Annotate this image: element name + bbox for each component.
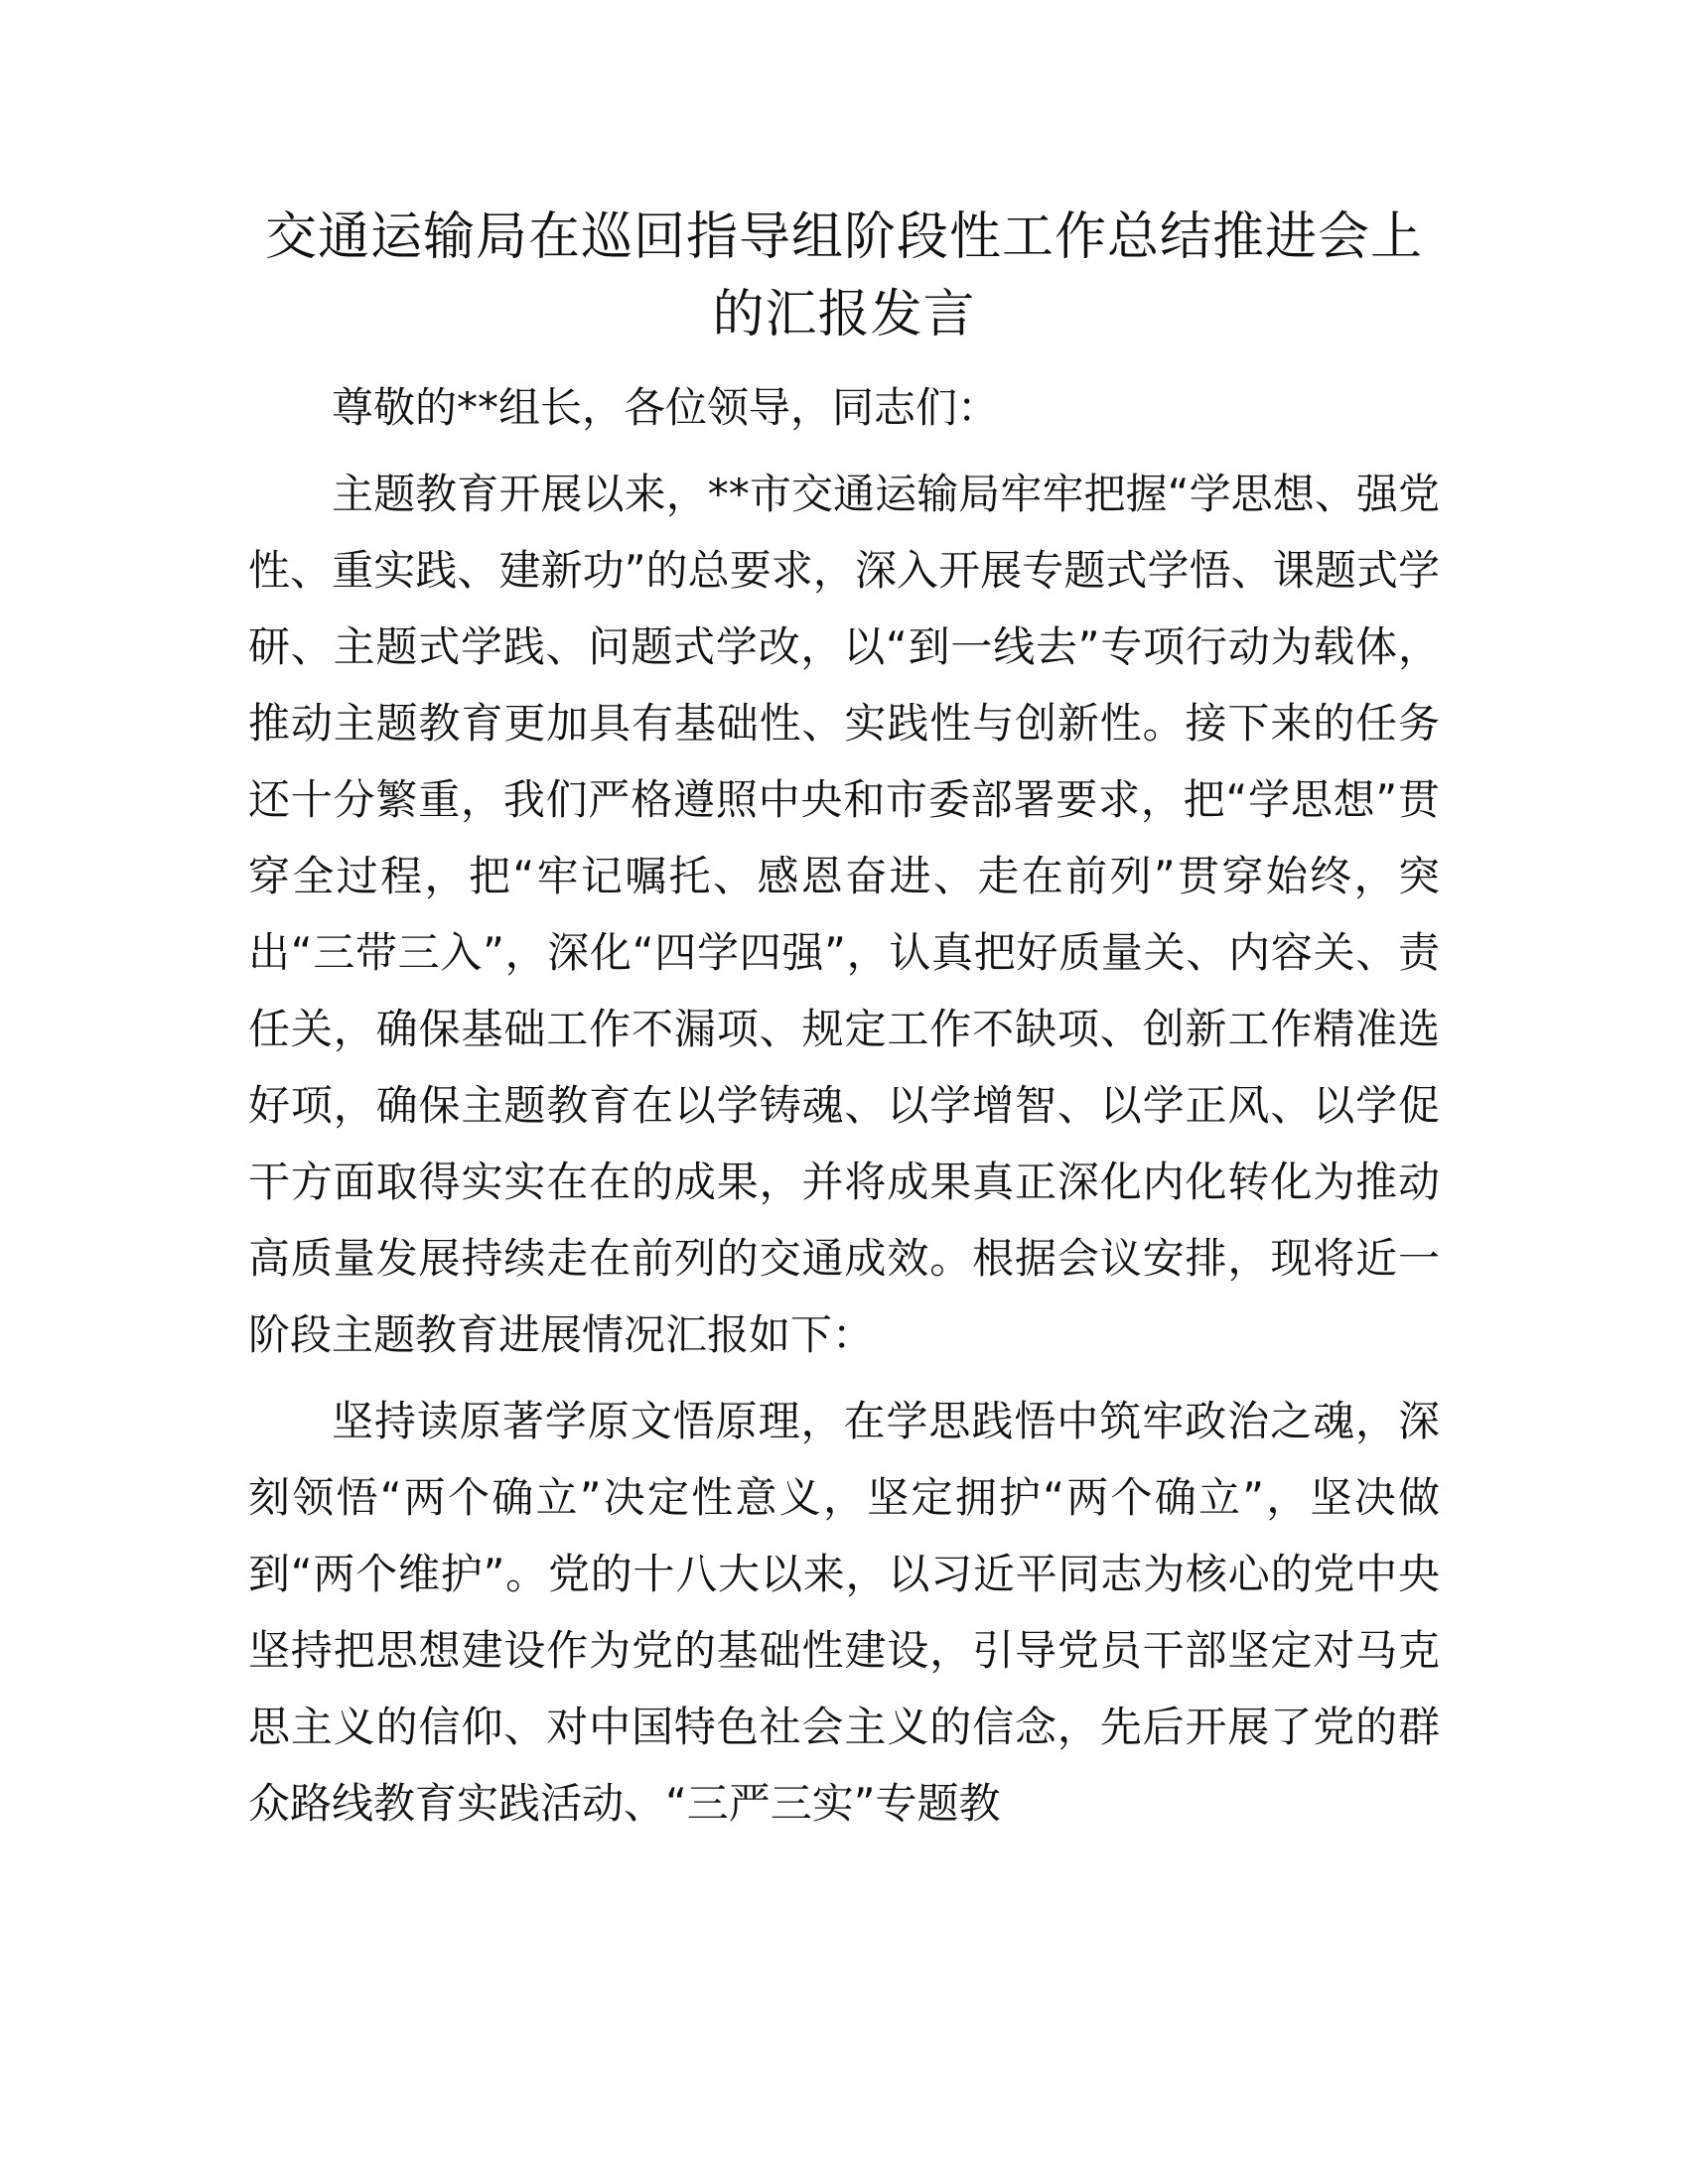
document-title: 交通运输局在巡回指导组阶段性工作总结推进会上的汇报发言 [264, 207, 1423, 344]
paragraph-1: 主题教育开展以来，**市交通运输局牢牢把握“学思想、强党性、重实践、建新功”的总要求，深入开展专题式学悟、课题式学研、主题式学践、问题式学改，以“到一线去”专项行动为载体，推动主题教育更加具有基础性、实践性与创新性。接下来的任务还十分繁重，我们严格遵照中央和市委部署要求，把“学思想”贯穿全过程，把“牢记嘱托、感恩奋进、走在前列”贯穿始终，突出“三带三入”，深化“四学四强”，认真把好质量关、内容关、责任关，确保基础工作不漏项、规定工作不缺项、创新工作精准选好项，确保主题教育在以学铸魂、以学增智、以学正风、以学促干方面取得实实在在的成果，并将成果真正深化内化转化为推动高质量发展持续走在前列的交通成效。根据会议安排，现将近一阶段主题教育进展情况汇报如下： [248, 470, 1440, 1359]
document-body [248, 199, 1440, 1842]
paragraph-2: 坚持读原著学原文悟原理，在学思践悟中筑牢政治之魂，深刻领悟“两个确立”决定性意义，坚定拥护“两个确立”，坚决做到“两个维护”。党的十八大以来，以习近平同志为核心的党中央坚持把思想建设作为党的基础性建设，引导党员干部坚定对马克思主义的信仰、对中国特色社会主义的信念，先后开展了党的群众路线教育实践活动、“三严三实”专题教 [248, 1397, 1440, 1828]
greeting-line: 尊敬的**组长，各位领导，同志们： [332, 383, 1000, 432]
